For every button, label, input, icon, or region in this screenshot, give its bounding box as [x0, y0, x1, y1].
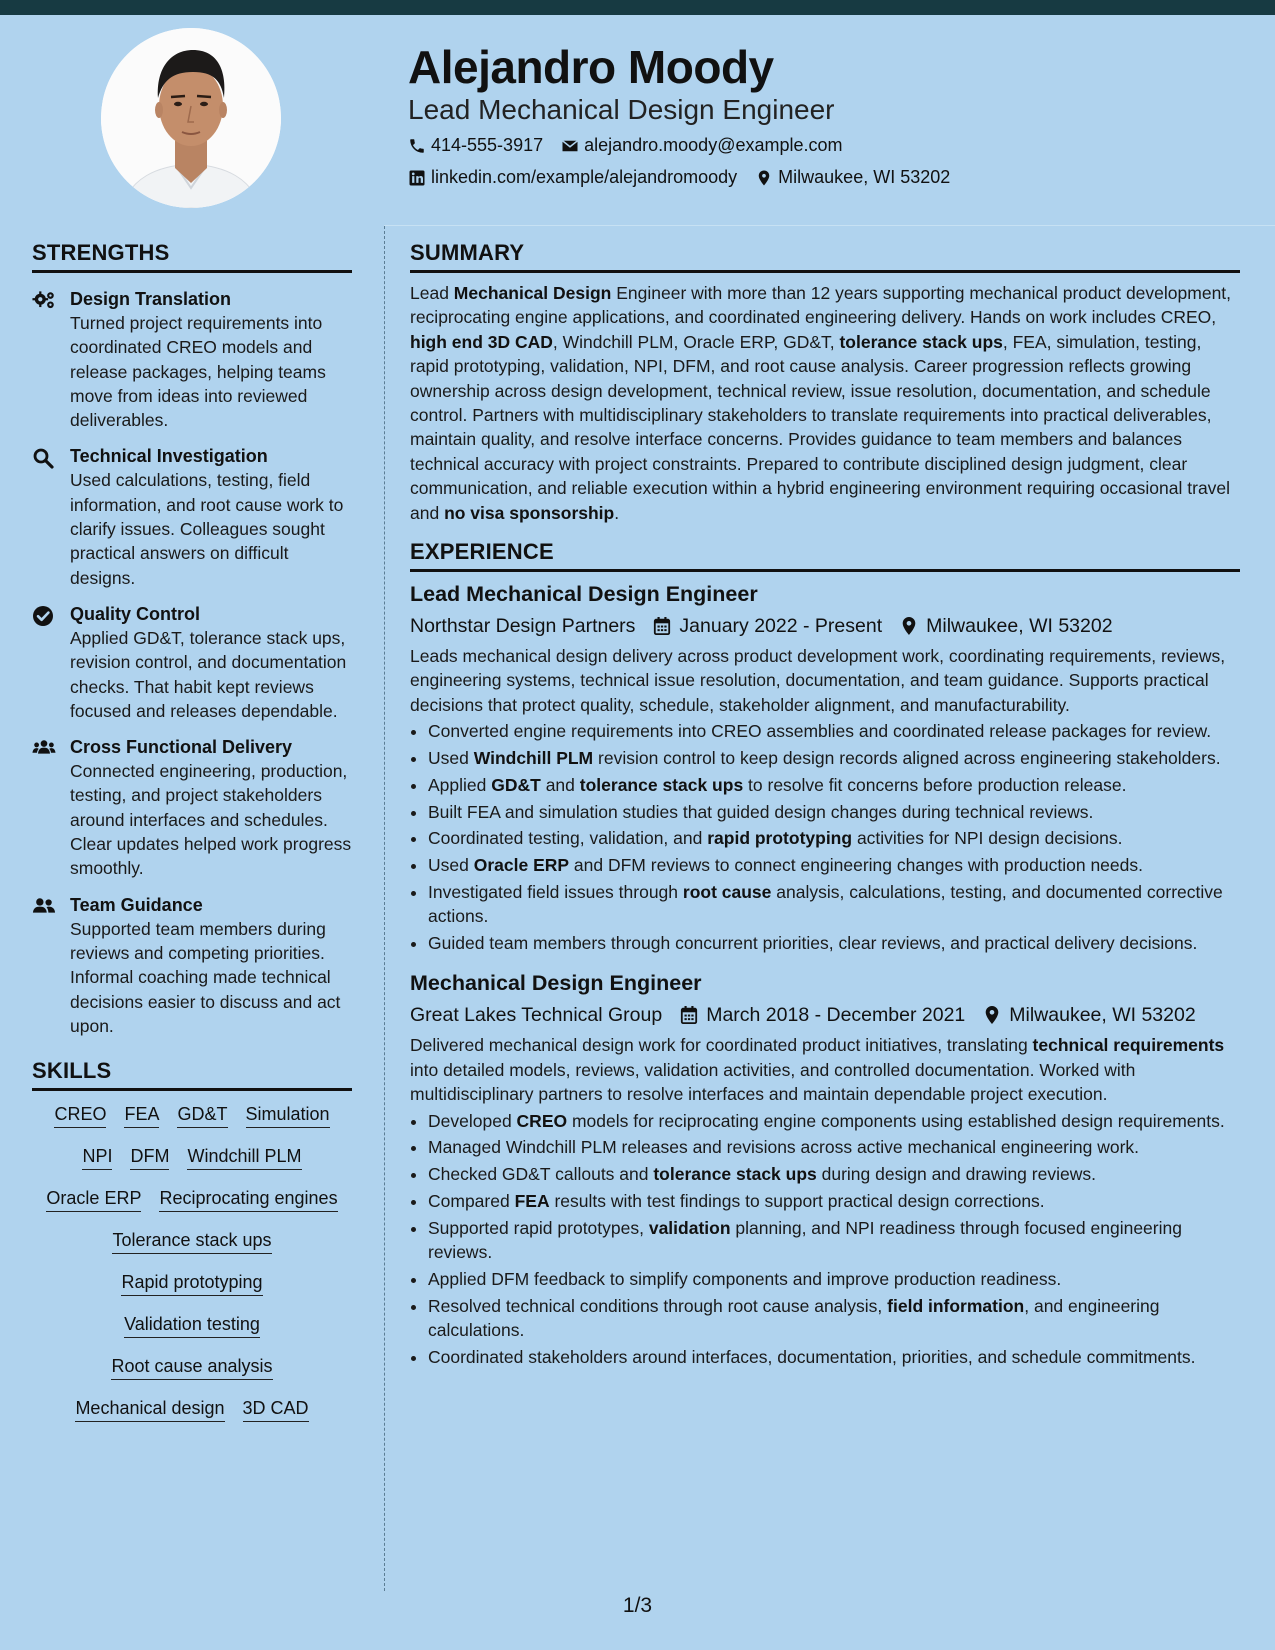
strength-item [32, 735, 352, 880]
bold-text: validation [648, 1217, 731, 1238]
strength-title: Cross Functional Delivery [70, 737, 293, 758]
envelope-icon [561, 137, 579, 155]
strength-description: Applied GD&T, tolerance stack ups, revision control, and documentation checks. That habit kept reviews focused and releases dependable. [70, 627, 347, 721]
text-run: Coordinated testing, validation, and [428, 828, 708, 849]
email-contact[interactable] [561, 135, 842, 156]
text-run: to resolve fit concerns before production release. [743, 774, 1127, 795]
text-run: Lead [410, 283, 454, 303]
bullet-item [428, 1189, 1240, 1213]
header-divider [384, 225, 1275, 226]
job-company [410, 1001, 662, 1029]
text-run: Converted engine requirements into CREO assemblies and coordinated release packages for review. [428, 721, 1212, 742]
text-run: Compared [428, 1191, 515, 1212]
phone-icon [408, 137, 426, 155]
bullet-item [428, 773, 1240, 797]
skill-tag: GD&T [177, 1103, 227, 1128]
skill-tag: CREO [54, 1103, 106, 1128]
strength-title: Quality Control [70, 603, 200, 624]
candidate-name: Alejandro Moody [408, 41, 774, 93]
skill-row [32, 1187, 352, 1212]
dates-text: March 2018 - December 2021 [706, 1004, 966, 1027]
bullet-item [428, 853, 1240, 877]
text-run: activities for NPI design decisions. [852, 828, 1123, 849]
bold-text: Oracle ERP [473, 855, 570, 876]
user-friends-icon [32, 896, 56, 916]
top-accent-bar [0, 0, 1275, 15]
text-run: Supported rapid prototypes, [428, 1217, 649, 1238]
text-run: Investigated field issues through [428, 882, 683, 903]
bold-text: Mechanical Design [453, 283, 612, 303]
skill-tag: Oracle ERP [46, 1187, 141, 1212]
bullet-item [428, 719, 1240, 743]
strength-item [32, 602, 352, 723]
strength-title: Technical Investigation [70, 446, 268, 467]
strength-description: Used calculations, testing, field information, and root cause work to clarify issues. Colleagues sought practical answers on difficult designs. [70, 470, 344, 588]
bullet-item [428, 746, 1240, 770]
skill-row [32, 1313, 352, 1338]
skill-row [32, 1271, 352, 1296]
strengths-heading: STRENGTHS [32, 240, 352, 273]
map-pin-icon [755, 169, 773, 187]
summary-text [410, 281, 1240, 525]
text-run: . [614, 502, 620, 523]
text-run: Coordinated stakeholders around interfaces, documentation, priorities, and schedule commitments. [428, 1346, 1196, 1367]
strength-item [32, 893, 352, 1038]
candidate-title: Lead Mechanical Design Engineer [408, 94, 835, 125]
bold-text: FEA [514, 1191, 550, 1212]
job-dates [680, 1001, 965, 1029]
bold-text: rapid prototyping [707, 828, 853, 849]
bold-text: Windchill PLM [473, 748, 594, 769]
skills-list [32, 1103, 352, 1422]
summary-heading: SUMMARY [410, 240, 1240, 273]
bold-text: GD&T [491, 774, 541, 795]
bold-text: no visa sponsorship [444, 502, 615, 523]
bullet-item [428, 1162, 1240, 1186]
linkedin-contact[interactable] [408, 167, 737, 188]
skill-tag: 3D CAD [243, 1397, 309, 1422]
gears-icon [32, 290, 56, 310]
linkedin-text: linkedin.com/example/alejandromoody [431, 167, 738, 187]
skill-tag: Root cause analysis [111, 1355, 272, 1380]
skill-tag: Simulation [246, 1103, 330, 1128]
contact-row-2 [408, 167, 962, 188]
bold-text: CREO [516, 1110, 568, 1131]
strength-item [32, 444, 352, 589]
company-name: Great Lakes Technical Group [410, 1004, 663, 1027]
skill-tag: Validation testing [124, 1313, 260, 1338]
text-run: Checked GD&T callouts and [428, 1164, 654, 1185]
bullet-item [428, 1294, 1240, 1343]
job-company [410, 612, 635, 640]
skill-row [32, 1229, 352, 1254]
text-run: Engineer with more than 12 years supporting mechanical product development, reciprocating engine applications, and coordinated engineering delivery. Hands on work includes CREO, [410, 283, 1232, 328]
column-divider [384, 226, 385, 1591]
bold-text: tolerance stack ups [653, 1164, 817, 1185]
left-column [32, 240, 352, 1439]
job-meta [410, 612, 1240, 640]
skill-tag: DFM [130, 1145, 169, 1170]
job-bullets [410, 1109, 1240, 1369]
calendar-icon [653, 616, 671, 636]
text-run: analysis, calculations, testing, and documented corrective actions. [428, 882, 1223, 927]
text-run: Applied [428, 774, 492, 795]
text-run: during design and drawing reviews. [816, 1164, 1096, 1185]
bullet-item [428, 1109, 1240, 1133]
job-entry [410, 580, 1240, 955]
skill-tag: Mechanical design [75, 1397, 224, 1422]
bullet-item [428, 880, 1240, 929]
text-run: Guided team members through concurrent priorities, clear reviews, and practical delivery decisions. [428, 933, 1198, 954]
strength-title: Design Translation [70, 289, 232, 309]
search-icon [32, 447, 56, 467]
bold-text: field information [887, 1295, 1025, 1316]
skills-section [32, 1058, 352, 1422]
check-circle-icon [32, 605, 56, 625]
strength-description: Connected engineering, production, testing, and project stakeholders around interfaces and schedules. Clear updates helped work progress smoothly. [70, 761, 352, 879]
bullet-item [428, 826, 1240, 850]
job-title: Lead Mechanical Design Engineer [410, 582, 758, 607]
strength-description: Turned project requirements into coordinated CREO models and release packages, helping teams move from ideas into reviewed deliverables. [70, 313, 326, 431]
text-run: Used [428, 855, 474, 876]
text-run: and DFM reviews to connect engineering changes with production needs. [569, 855, 1143, 876]
job-description [410, 644, 1240, 717]
location-text: Milwaukee, WI 53202 [778, 167, 951, 187]
email-text: alejandro.moody@example.com [584, 135, 843, 155]
text-run: and [540, 774, 580, 795]
bullet-item [428, 1135, 1240, 1159]
text-run: , FEA, simulation, testing, rapid prototyping, validation, NPI, DFM, and root cause analysis. Career progression reflects growing ownership across design development, technical review, issue resolution, documentation, and schedule control. Partners with multidisciplinary stakeholders to translate requirements into practical deliverables, maintain quality, and resolve interface concerns. Provides guidance to team members and balances technical accuracy with project constraints. Prepared to contribute disciplined design judgment, clear communication, and reliable execution within a hybrid engineering environment requiring occasional travel and [410, 331, 1231, 523]
bullet-item [428, 1216, 1240, 1265]
skill-tag: Tolerance stack ups [112, 1229, 271, 1254]
text-run: , Windchill PLM, Oracle ERP, GD&T, [552, 331, 840, 352]
linkedin-icon [408, 169, 426, 187]
strength-item [32, 287, 352, 432]
text-run: Delivered mechanical design work for coordinated product initiatives, translating [410, 1035, 1033, 1056]
location-contact [755, 167, 950, 188]
skill-row [32, 1355, 352, 1380]
strength-title: Team Guidance [70, 894, 203, 915]
skill-row [32, 1103, 352, 1128]
text-run: results with test findings to support practical design corrections. [549, 1191, 1045, 1212]
company-name: Northstar Design Partners [410, 615, 636, 638]
skill-tag: Rapid prototyping [121, 1271, 262, 1296]
bullet-item [428, 1345, 1240, 1369]
job-title: Mechanical Design Engineer [410, 971, 702, 996]
job-location [983, 1001, 1195, 1029]
text-run: models for reciprocating engine components using established design requirements. [567, 1110, 1225, 1131]
job-dates [653, 612, 882, 640]
experience-heading: EXPERIENCE [410, 539, 1240, 572]
text-run: , and engineering calculations. [428, 1295, 1160, 1341]
job-entry [410, 969, 1240, 1369]
bold-text: tolerance stack ups [579, 774, 744, 795]
skills-heading: SKILLS [32, 1058, 352, 1091]
phone-contact[interactable] [408, 135, 543, 156]
users-icon [32, 738, 56, 758]
skill-row [32, 1145, 352, 1170]
bold-text: high end 3D CAD [410, 331, 553, 352]
contact-row-1 [408, 135, 855, 156]
location-text: Milwaukee, WI 53202 [1009, 1004, 1196, 1027]
job-location [900, 612, 1112, 640]
right-column [410, 240, 1240, 1372]
map-pin-icon [983, 1005, 1001, 1025]
bold-text: technical requirements [1032, 1035, 1225, 1056]
bold-text: root cause [682, 882, 772, 903]
text-run: Applied DFM feedback to simplify components and improve production readiness. [428, 1268, 1062, 1289]
text-run: Leads mechanical design delivery across product development work, coordinating requirements, reviews, engineering systems, technical issue resolution, documentation, and team guidance. Supports practical decisions that protect quality, schedule, stakeholder alignment, and manufacturability. [410, 646, 1226, 715]
skill-row [32, 1397, 352, 1422]
location-text: Milwaukee, WI 53202 [926, 615, 1113, 638]
job-bullets [410, 719, 1240, 955]
page-number: 1/3 [622, 1594, 653, 1617]
text-run: revision control to keep design records aligned across engineering stakeholders. [593, 748, 1221, 769]
text-run: Developed [428, 1110, 517, 1131]
text-run: Used [428, 748, 474, 769]
phone-text: 414-555-3917 [431, 135, 544, 155]
bullet-item [428, 931, 1240, 955]
strengths-list [32, 287, 352, 1038]
text-run: planning, and NPI readiness through focused engineering reviews. [428, 1217, 1182, 1263]
job-description [410, 1033, 1240, 1106]
text-run: Built FEA and simulation studies that guided design changes during technical reviews. [428, 801, 1094, 822]
calendar-icon [680, 1005, 698, 1025]
text-run: into detailed models, reviews, validation activities, and controlled documentation. Worked with multidisciplinary partners to resolve interfaces and maintain dependable project execution. [410, 1059, 1136, 1105]
dates-text: January 2022 - Present [679, 615, 883, 638]
skill-tag: NPI [82, 1145, 112, 1170]
skill-tag: Reciprocating engines [159, 1187, 337, 1212]
bullet-item [428, 800, 1240, 824]
text-run: Resolved technical conditions through root cause analysis, [428, 1295, 888, 1316]
bold-text: tolerance stack ups [839, 331, 1003, 352]
text-run: Managed Windchill PLM releases and revisions across active mechanical engineering work. [428, 1137, 1140, 1158]
skill-tag: Windchill PLM [187, 1145, 301, 1170]
skill-tag: FEA [124, 1103, 159, 1128]
strength-description: Supported team members during reviews and competing priorities. Informal coaching made technical decisions easier to discuss and act upon. [70, 918, 341, 1036]
job-meta [410, 1001, 1240, 1029]
experience-list [410, 580, 1240, 1369]
profile-photo [101, 28, 281, 208]
bullet-item [428, 1267, 1240, 1291]
map-pin-icon [900, 616, 918, 636]
